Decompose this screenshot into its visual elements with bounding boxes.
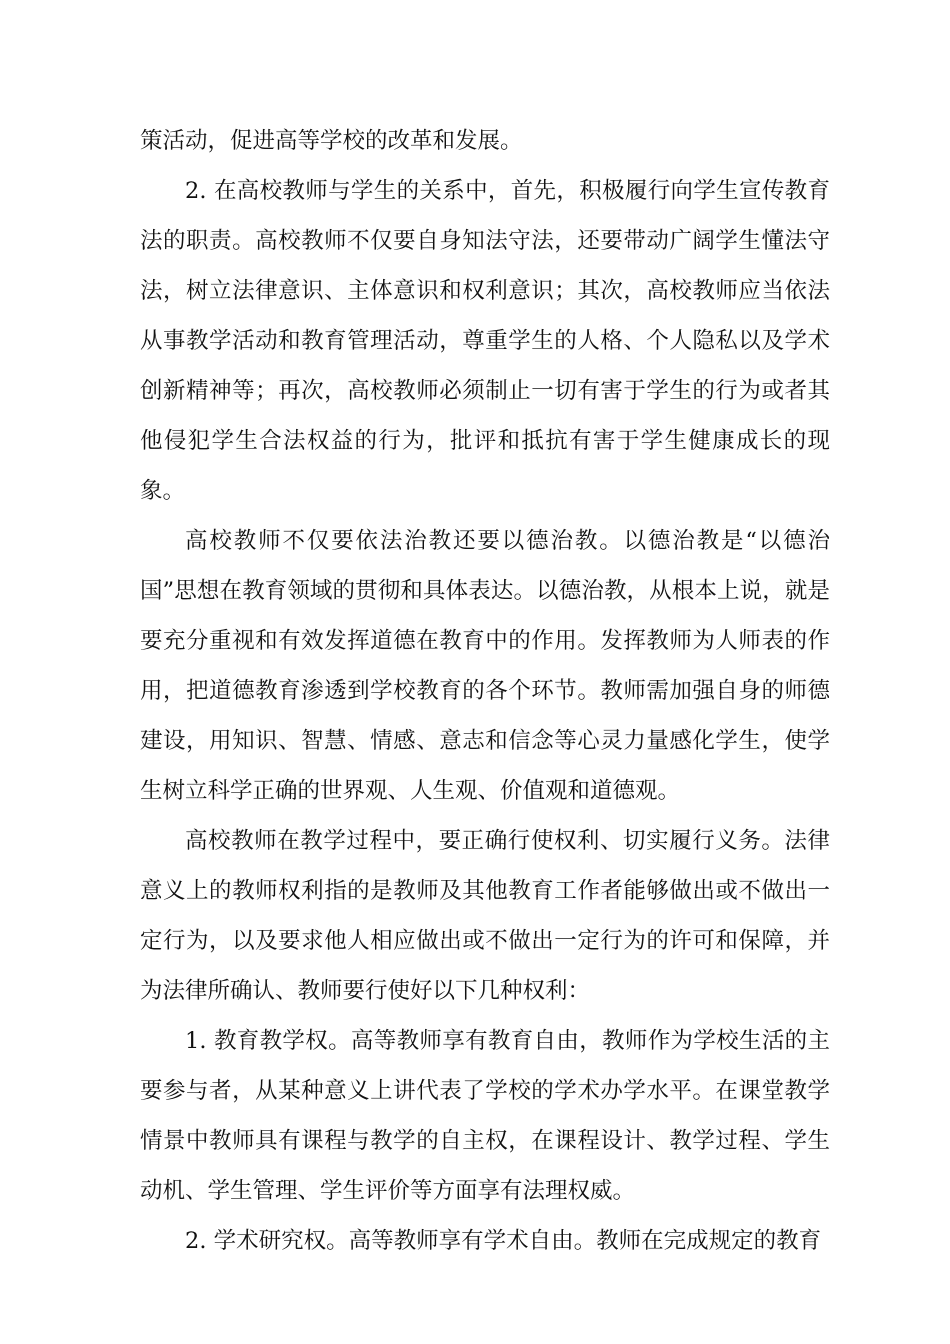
paragraph-moral-education: 高校教师不仅要依法治教还要以德治教。以德治教是“以德治国”思想在教育领域的贯彻和具体表达。以德治教，从根本上说，就是要充分重视和有效发挥道德在教育中的作用。发挥教师为人师表的作用，把道德教育渗透到学校教育的各个环节。教师需加强自身的师德建设，用知识、智慧、情感、意志和信念等心灵力量感化学生，使学生树立科学正确的世界观、人生观、价值观和道德观。 — [140, 528, 830, 804]
document-body — [140, 116, 830, 1266]
paragraph-teaching-right: 1. 教育教学权。高等教师享有教育自由，教师作为学校生活的主要参与者，从某种意义上讲代表了学校的学术办学水平。在课堂教学情景中教师具有课程与教学的自主权，在课程设计、教学过程、学生动机、学生管理、学生评价等方面享有法理权威。 — [140, 1028, 830, 1204]
paragraph-research-right: 2. 学术研究权。高等教师享有学术自由。教师在完成规定的教育 — [185, 1228, 822, 1254]
paragraph-teacher-rights: 高校教师在教学过程中，要正确行使权利、切实履行义务。法律意义上的教师权利指的是教师及其他教育工作者能够做出或不做出一定行为，以及要求他人相应做出或不做出一定行为的许可和保障，并为法律所确认、教师要行使好以下几种权利： — [140, 828, 830, 1004]
paragraph-continued: 策活动，促进高等学校的改革和发展。 — [140, 128, 523, 154]
paragraph-teacher-student-relation: 2. 在高校教师与学生的关系中，首先，积极履行向学生宣传教育法的职责。高校教师不仅要自身知法守法，还要带动广阔学生懂法守法，树立法律意识、主体意识和权利意识；其次，高校教师应当依法从事教学活动和教育管理活动，尊重学生的人格、个人隐私以及学术创新精神等；再次，高校教师必须制止一切有害于学生的行为或者其他侵犯学生合法权益的行为，批评和抵抗有害于学生健康成长的现象。 — [140, 178, 830, 504]
